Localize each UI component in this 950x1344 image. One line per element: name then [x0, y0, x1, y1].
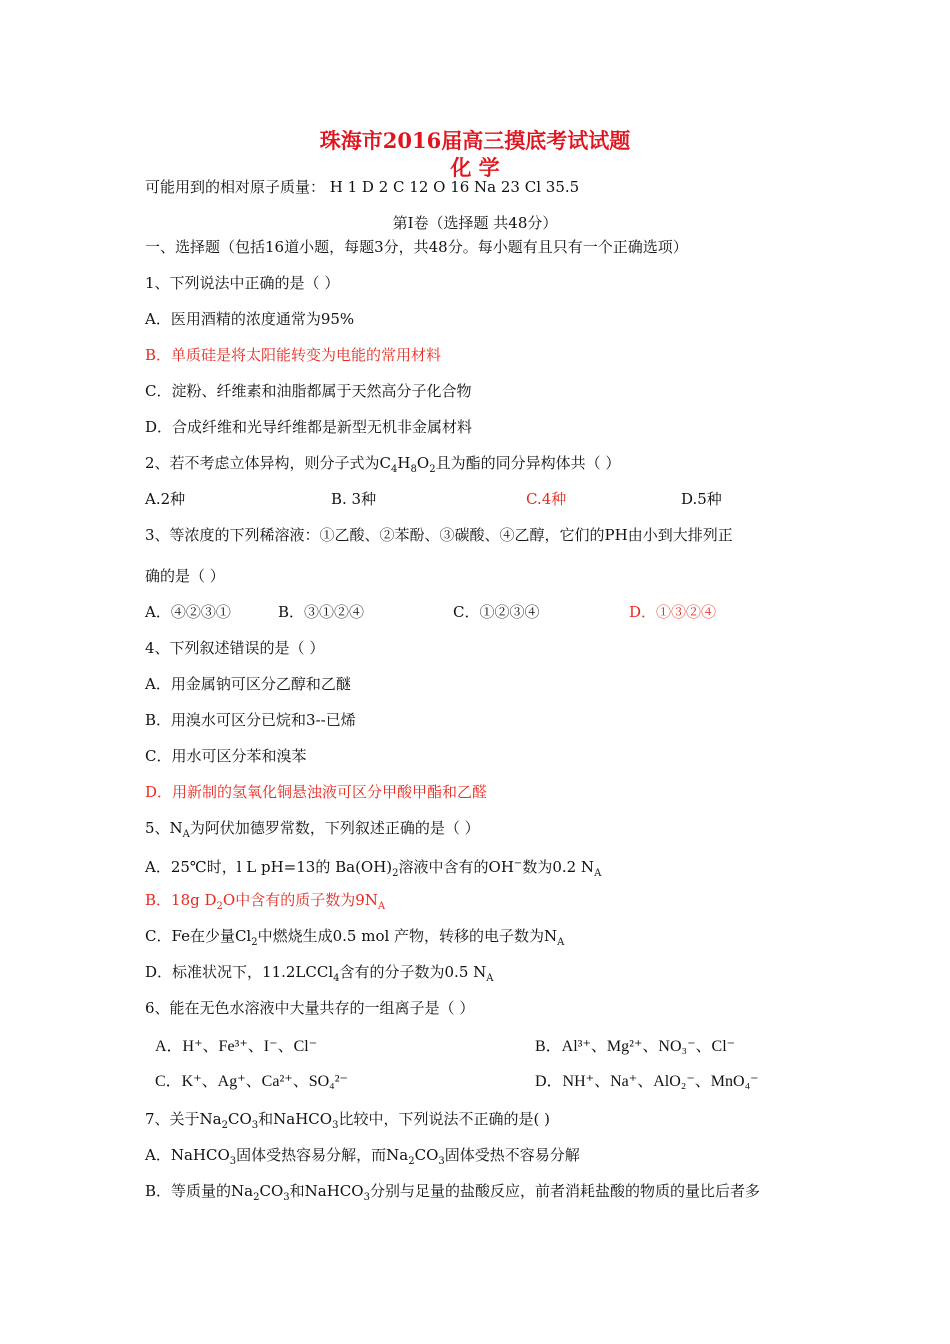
q6-option-c: C．K⁺、Ag⁺、Ca²⁺、SO₄²⁻: [155, 1073, 348, 1090]
q2-option-a: A.2种: [145, 490, 186, 508]
q2-stem: 2、若不考虑立体异构，则分子式为$C_4H_8O_2$且为酯的同分异构体共（ ）: [145, 454, 621, 475]
q3-stem-line1: 3、等浓度的下列稀溶液：①乙酸、②苯酚、③碳酸、④乙醇，它们的PH由小到大排列正: [145, 526, 733, 544]
volume-heading: 第Ⅰ卷（选择题 共48分）: [392, 214, 558, 232]
q1-stem: 1、下列说法中正确的是（ ）: [145, 274, 340, 292]
q4-option-d: D．用新制的氢氧化铜悬浊液可区分甲酸甲酯和乙醛: [145, 783, 488, 801]
q3-option-b: B．③①②④: [278, 603, 365, 621]
q7-stem: 7、关于$Na_2CO_3$和NaHCO$_3$比较中，下列说法不正确的是( ): [145, 1110, 550, 1131]
q5-option-d: D．标准状况下，11.2LCCl$_4$含有的分子数为0.5 $N_A$: [145, 963, 494, 984]
q5-stem: 5、$N_A$为阿伏加德罗常数，下列叙述正确的是（ ）: [145, 819, 480, 840]
q3-stem-line2: 确的是（ ）: [145, 567, 225, 585]
q6-option-d: D．NH⁺、Na⁺、AlO₂⁻、MnO₄⁻: [535, 1073, 759, 1090]
q3-option-c: C．①②③④: [453, 603, 540, 621]
q4-option-c: C．用水可区分苯和溴苯: [145, 747, 307, 765]
q4-option-b: B．用溴水可区分已烷和3--已烯: [145, 711, 356, 729]
q2-option-d: D.5种: [681, 490, 722, 508]
q3-option-a: A．④②③①: [145, 603, 231, 621]
q1-option-b: B．单质硅是将太阳能转变为电能的常用材料: [145, 346, 442, 364]
exam-title: 珠海市2016届高三摸底考试试题: [319, 128, 631, 153]
q6-option-b: B．Al³⁺、Mg²⁺、NO₃⁻、Cl⁻: [535, 1038, 736, 1055]
subject-title: 化 学: [450, 155, 500, 180]
q1-option-d: D．合成纤维和光导纤维都是新型无机非金属材料: [145, 418, 473, 436]
q5-option-a: A．25℃时，l L pH=13的 $Ba(OH)_2$溶液中含有的OH−数为0.2 $N_A$: [145, 858, 602, 879]
q6-stem: 6、能在无色水溶液中大量共存的一组离子是（ ）: [145, 999, 475, 1017]
q1-option-a: A．医用酒精的浓度通常为95%: [145, 310, 355, 328]
q3-option-d: D．①③②④: [629, 603, 717, 621]
q2-option-c: C.4种: [526, 490, 567, 508]
q5-option-b: B．18g $D_2O$中含有的质子数为$9N_A$: [145, 891, 386, 912]
q4-stem: 4、下列叙述错误的是（ ）: [145, 639, 325, 657]
q4-option-a: A．用金属钠可区分乙醇和乙醚: [145, 675, 351, 693]
q1-option-c: C．淀粉、纤维素和油脂都属于天然高分子化合物: [145, 382, 472, 400]
q7-option-a: A．NaHCO$_3$固体受热容易分解，而$Na_2CO_3$固体受热不容易分解: [145, 1146, 580, 1167]
q6-option-a: A．H⁺、Fe³⁺、I⁻、Cl⁻: [155, 1038, 318, 1055]
q5-option-c: C．Fe在少量$Cl_2$中燃烧生成0.5 mol 产物，转移的电子数为$N_A$: [145, 927, 565, 948]
q7-option-b: B．等质量的$Na_2CO_3$和NaHCO$_3$分别与足量的盐酸反应，前者消耗盐酸的物质的量比后者多: [145, 1182, 760, 1203]
q2-option-b: B. 3种: [331, 490, 377, 508]
section-heading: 一、选择题（包括16道小题，每题3分，共48分。每小题有且只有一个正确选项）: [145, 238, 688, 256]
atomic-masses: 可能用到的相对原子质量： H 1 D 2 C 12 O 16 Na 23 Cl 35.5: [145, 178, 580, 196]
